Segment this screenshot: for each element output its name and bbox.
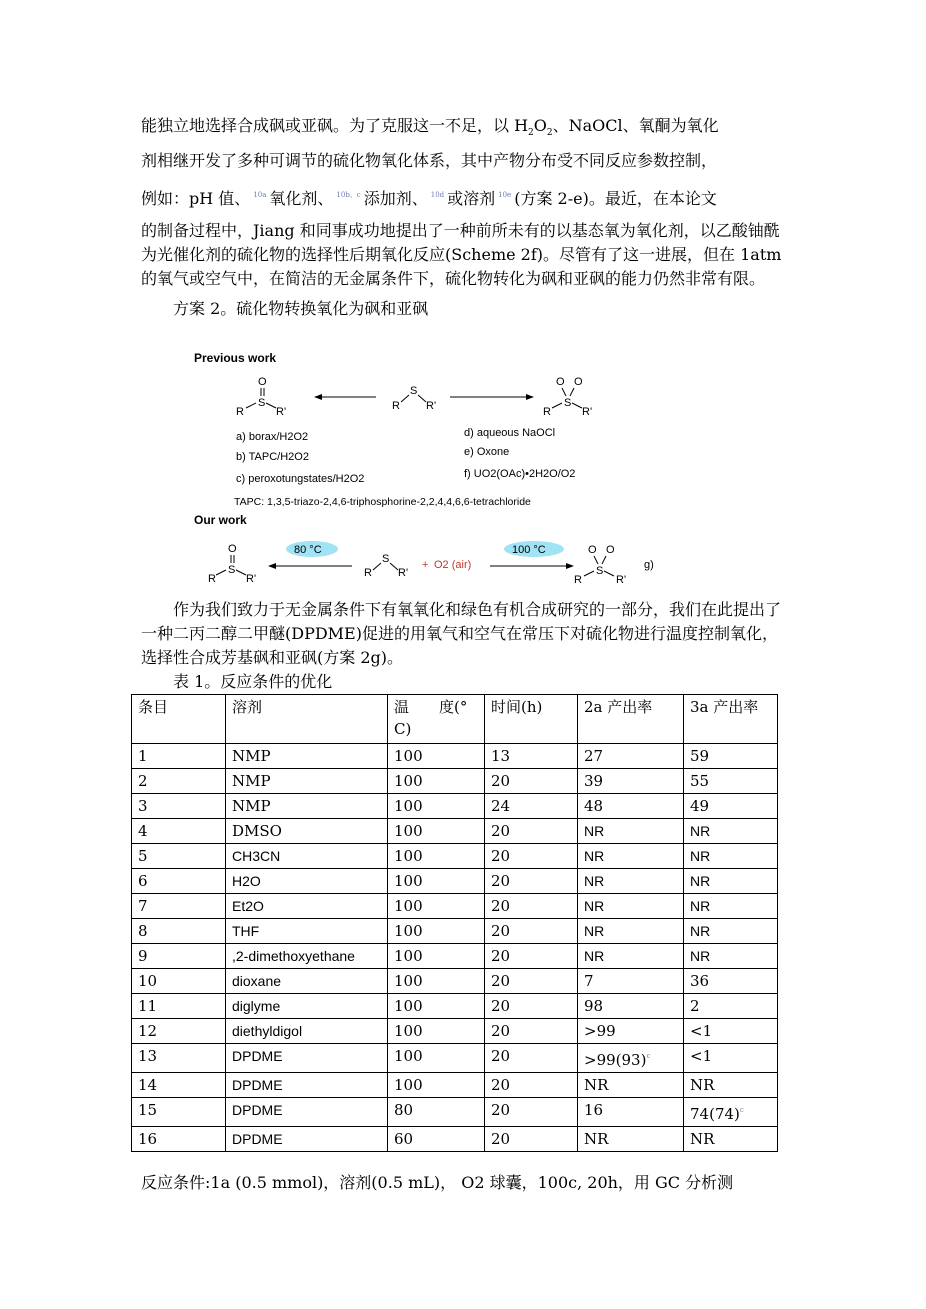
table-row: [132, 844, 778, 869]
svg-text:R: R: [208, 573, 216, 585]
cell-time: 24: [485, 794, 578, 819]
cell-entry: 15: [132, 1098, 226, 1127]
table-row: [132, 819, 778, 844]
cell-temperature: 100: [388, 819, 485, 844]
cell-entry: 7: [132, 894, 226, 919]
cell-3a-yield: NR: [684, 844, 778, 869]
header-2a-yield: 2a 产出率: [578, 695, 684, 744]
svg-text:O: O: [574, 376, 583, 388]
cell-2a-yield: NR: [578, 869, 684, 894]
cell-time: 20: [485, 919, 578, 944]
cell-temperature: 100: [388, 919, 485, 944]
cell-3a-yield: 49: [684, 794, 778, 819]
condition-b: b) TAPC/H2O2: [236, 451, 309, 463]
svg-text:S: S: [596, 565, 604, 577]
cell-2a-yield: $>99(93)^c$: [578, 1044, 684, 1073]
svg-text:R': R': [246, 573, 257, 585]
condition-d: d) aqueous NaOCl: [464, 427, 556, 439]
footnote-c-marker: c: [739, 1106, 744, 1114]
cell-solvent: NMP: [226, 794, 388, 819]
cell-entry: 12: [132, 1019, 226, 1044]
svg-text:R': R': [276, 406, 287, 418]
cell-solvent: DPDME: [226, 1073, 388, 1098]
svg-text:R: R: [392, 400, 400, 412]
svg-text:S: S: [228, 564, 236, 576]
condition-a: a) borax/H2O2: [236, 431, 309, 443]
cell-entry: 16: [132, 1127, 226, 1152]
svg-text:R: R: [543, 406, 551, 418]
paragraph-2: [141, 598, 791, 694]
table-row: [132, 794, 778, 819]
cell-temperature: 100: [388, 769, 485, 794]
cell-temperature: 100: [388, 844, 485, 869]
cell-entry: 13: [132, 1044, 226, 1073]
cell-entry: 11: [132, 994, 226, 1019]
cell-temperature: 100: [388, 1044, 485, 1073]
cell-2a-yield: NR: [578, 844, 684, 869]
cell-solvent: DMSO: [226, 819, 388, 844]
intro-line-2: 剂相继开发了多种可调节的硫化物氧化体系，其中产物分布受不同反应参数控制，: [141, 151, 718, 171]
table-body: [132, 744, 778, 1152]
cell-3a-yield: <1: [684, 1044, 778, 1073]
oxygen-air-label: O2 (air): [434, 559, 472, 571]
cell-entry: 8: [132, 919, 226, 944]
cell-solvent: NMP: [226, 744, 388, 769]
sulfide-structure-bottom: [364, 553, 408, 579]
table-row: [132, 894, 778, 919]
cell-temperature: 60: [388, 1127, 485, 1152]
scheme-caption: 方案 2。硫化物转换氧化为砜和亚砜: [173, 299, 429, 319]
cell-3a-yield: 59: [684, 744, 778, 769]
sulfone-structure-bottom: [574, 544, 626, 586]
scheme-2-figure: [188, 342, 668, 592]
table-row: [132, 1044, 778, 1073]
cell-temperature: 80: [388, 1098, 485, 1127]
table-row: [132, 1127, 778, 1152]
cell-time: 20: [485, 1019, 578, 1044]
cell-time: 20: [485, 769, 578, 794]
citation-10e[interactable]: 10e: [498, 191, 512, 200]
cell-3a-yield: NR: [684, 869, 778, 894]
table-row: [132, 1019, 778, 1044]
cell-time: 20: [485, 1098, 578, 1127]
svg-text:O: O: [258, 376, 267, 388]
cell-3a-yield: 55: [684, 769, 778, 794]
cell-2a-yield: NR: [578, 819, 684, 844]
cell-3a-yield: $74(74)^c$: [684, 1098, 778, 1127]
condition-f: f) UO2(OAc)•2H2O/O2: [464, 468, 576, 480]
condition-c: c) peroxotungstates/H2O2: [236, 473, 365, 485]
table-row: [132, 1073, 778, 1098]
svg-text:O: O: [588, 544, 597, 556]
cell-time: 20: [485, 1127, 578, 1152]
condition-e: e) Oxone: [464, 446, 510, 458]
cell-time: 13: [485, 744, 578, 769]
label-g: g): [644, 559, 654, 571]
cell-solvent: NMP: [226, 769, 388, 794]
sulfide-structure-top: [392, 385, 436, 412]
cell-temperature: 100: [388, 794, 485, 819]
cell-entry: 1: [132, 744, 226, 769]
cell-solvent: dioxane: [226, 969, 388, 994]
cell-3a-yield: NR: [684, 944, 778, 969]
cell-temperature: 100: [388, 994, 485, 1019]
cell-3a-yield: NR: [684, 1073, 778, 1098]
svg-text:O: O: [228, 543, 237, 555]
cell-3a-yield: NR: [684, 819, 778, 844]
citation-10a[interactable]: 10a: [253, 191, 267, 200]
table-row: [132, 919, 778, 944]
previous-work-label: Previous work: [194, 351, 277, 365]
table-footnote: 反应条件:1a (0.5 mmol)，溶剂(0.5 mL)， O2 球囊，100c, 20h，用 GC 分析测: [141, 1173, 734, 1192]
cell-entry: 5: [132, 844, 226, 869]
cell-time: 20: [485, 844, 578, 869]
intro-paragraph: [141, 112, 791, 323]
cell-solvent: ,2-dimethoxyethane: [226, 944, 388, 969]
cell-solvent: H2O: [226, 869, 388, 894]
table-row: [132, 869, 778, 894]
svg-text:S: S: [382, 553, 390, 565]
cell-temperature: 100: [388, 1073, 485, 1098]
cell-solvent: DPDME: [226, 1098, 388, 1127]
cell-solvent: diethyldigol: [226, 1019, 388, 1044]
svg-text:R': R': [616, 574, 627, 586]
cell-solvent: THF: [226, 919, 388, 944]
table-row: [132, 994, 778, 1019]
header-3a-yield: 3a 产出率: [684, 695, 778, 744]
cell-solvent: CH3CN: [226, 844, 388, 869]
cell-time: 20: [485, 1073, 578, 1098]
cell-entry: 14: [132, 1073, 226, 1098]
table-header-row: [132, 695, 778, 744]
svg-text:+: +: [422, 559, 429, 571]
header-solvent: 溶剂: [226, 695, 388, 744]
our-work-label: Our work: [194, 513, 247, 527]
cell-2a-yield: 7: [578, 969, 684, 994]
cell-time: 20: [485, 1044, 578, 1073]
svg-text:O: O: [606, 544, 615, 556]
svg-text:R: R: [236, 406, 244, 418]
intro-line-1: 能独立地选择合成砜或亚砜。为了克服这一不足，以 $H_2O_2$、NaOCl、氧酮为氧化: [141, 116, 719, 139]
svg-text:O: O: [556, 376, 565, 388]
citation-10d[interactable]: 10d: [430, 191, 445, 200]
tapc-definition: TAPC: 1,3,5-triazo-2,4,6-triphosphorine-2,2,4,4,6,6-tetrachloride: [234, 496, 531, 508]
cell-entry: 4: [132, 819, 226, 844]
svg-text:R': R': [398, 567, 409, 579]
svg-text:80 °C: 80 °C: [294, 544, 322, 556]
cell-solvent: DPDME: [226, 1044, 388, 1073]
cell-entry: 3: [132, 794, 226, 819]
cell-2a-yield: NR: [578, 944, 684, 969]
header-entry: 条目: [132, 695, 226, 744]
cell-3a-yield: NR: [684, 1127, 778, 1152]
cell-2a-yield: 39: [578, 769, 684, 794]
cell-2a-yield: 98: [578, 994, 684, 1019]
svg-text:100 °C: 100 °C: [512, 544, 546, 556]
intro-line-3: 例如：pH 值、 $^{10a}$ 氧化剂、 $^{10b、c}$ 添加剂、 $^{10d}$ 或溶剂 $^{10e}$ (方案 2-e)。最近，在本论文: [141, 189, 717, 209]
cell-3a-yield: 2: [684, 994, 778, 1019]
cell-2a-yield: 16: [578, 1098, 684, 1127]
sulfoxide-structure-bottom: [208, 543, 256, 585]
cell-entry: 9: [132, 944, 226, 969]
svg-text:R': R': [582, 406, 593, 418]
cell-temperature: 100: [388, 944, 485, 969]
sulfoxide-structure-top: [236, 376, 286, 418]
svg-text:S: S: [258, 397, 266, 409]
cell-time: 20: [485, 994, 578, 1019]
cell-temperature: 100: [388, 744, 485, 769]
header-time: 时间(h): [485, 695, 578, 744]
svg-text:S: S: [564, 397, 572, 409]
cell-3a-yield: <1: [684, 1019, 778, 1044]
cell-temperature: 100: [388, 869, 485, 894]
svg-text:R: R: [364, 567, 372, 579]
cell-time: 20: [485, 819, 578, 844]
cell-entry: 6: [132, 869, 226, 894]
cell-time: 20: [485, 869, 578, 894]
cell-2a-yield: >99: [578, 1019, 684, 1044]
cell-2a-yield: NR: [578, 1073, 684, 1098]
cell-time: 20: [485, 944, 578, 969]
cell-3a-yield: 36: [684, 969, 778, 994]
table-row: [132, 744, 778, 769]
cell-2a-yield: NR: [578, 919, 684, 944]
cell-3a-yield: NR: [684, 894, 778, 919]
intro-line-4: 的制备过程中，Jiang 和同事成功地提出了一种前所未有的以基态氧为氧化剂，以乙酸铀酰为光催化剂的硫化物的选择性后期氧化反应(Scheme 2f)。尽管有了这一进展，但在 1atm 的氧气或空气中，在简洁的无金属条件下，硫化物转化为砜和亚砜的能力仍然非常有限。: [141, 221, 782, 289]
cell-temperature: 100: [388, 894, 485, 919]
cell-time: 20: [485, 969, 578, 994]
svg-text:S: S: [410, 385, 418, 397]
cell-2a-yield: 48: [578, 794, 684, 819]
table-row: [132, 769, 778, 794]
cell-entry: 2: [132, 769, 226, 794]
cell-2a-yield: NR: [578, 894, 684, 919]
svg-text:R: R: [574, 574, 582, 586]
sulfone-structure-top: [543, 376, 592, 418]
svg-text:R': R': [426, 400, 437, 412]
table-row: [132, 1098, 778, 1127]
cell-solvent: DPDME: [226, 1127, 388, 1152]
paragraph-2-text: 作为我们致力于无金属条件下有氧氧化和绿色有机合成研究的一部分，我们在此提出了一种二丙二醇二甲醚(DPDME)促进的用氧气和空气在常压下对硫化物进行温度控制氧化，选择性合成芳基砜和亚砜(方案 2g)。: [141, 600, 782, 667]
cell-2a-yield: 27: [578, 744, 684, 769]
cell-temperature: 100: [388, 969, 485, 994]
optimization-table: [131, 694, 778, 1152]
cell-entry: 10: [132, 969, 226, 994]
cell-solvent: diglyme: [226, 994, 388, 1019]
cell-time: 20: [485, 894, 578, 919]
footnote-c-marker: c: [646, 1052, 651, 1060]
cell-temperature: 100: [388, 1019, 485, 1044]
table-caption: 表 1。反应条件的优化: [173, 672, 333, 691]
header-temperature: 温 度(° C): [388, 695, 485, 744]
table-row: [132, 944, 778, 969]
citation-10bc[interactable]: 10b、c: [336, 191, 361, 200]
table-row: [132, 969, 778, 994]
cell-solvent: Et2O: [226, 894, 388, 919]
cell-2a-yield: NR: [578, 1127, 684, 1152]
cell-3a-yield: NR: [684, 919, 778, 944]
